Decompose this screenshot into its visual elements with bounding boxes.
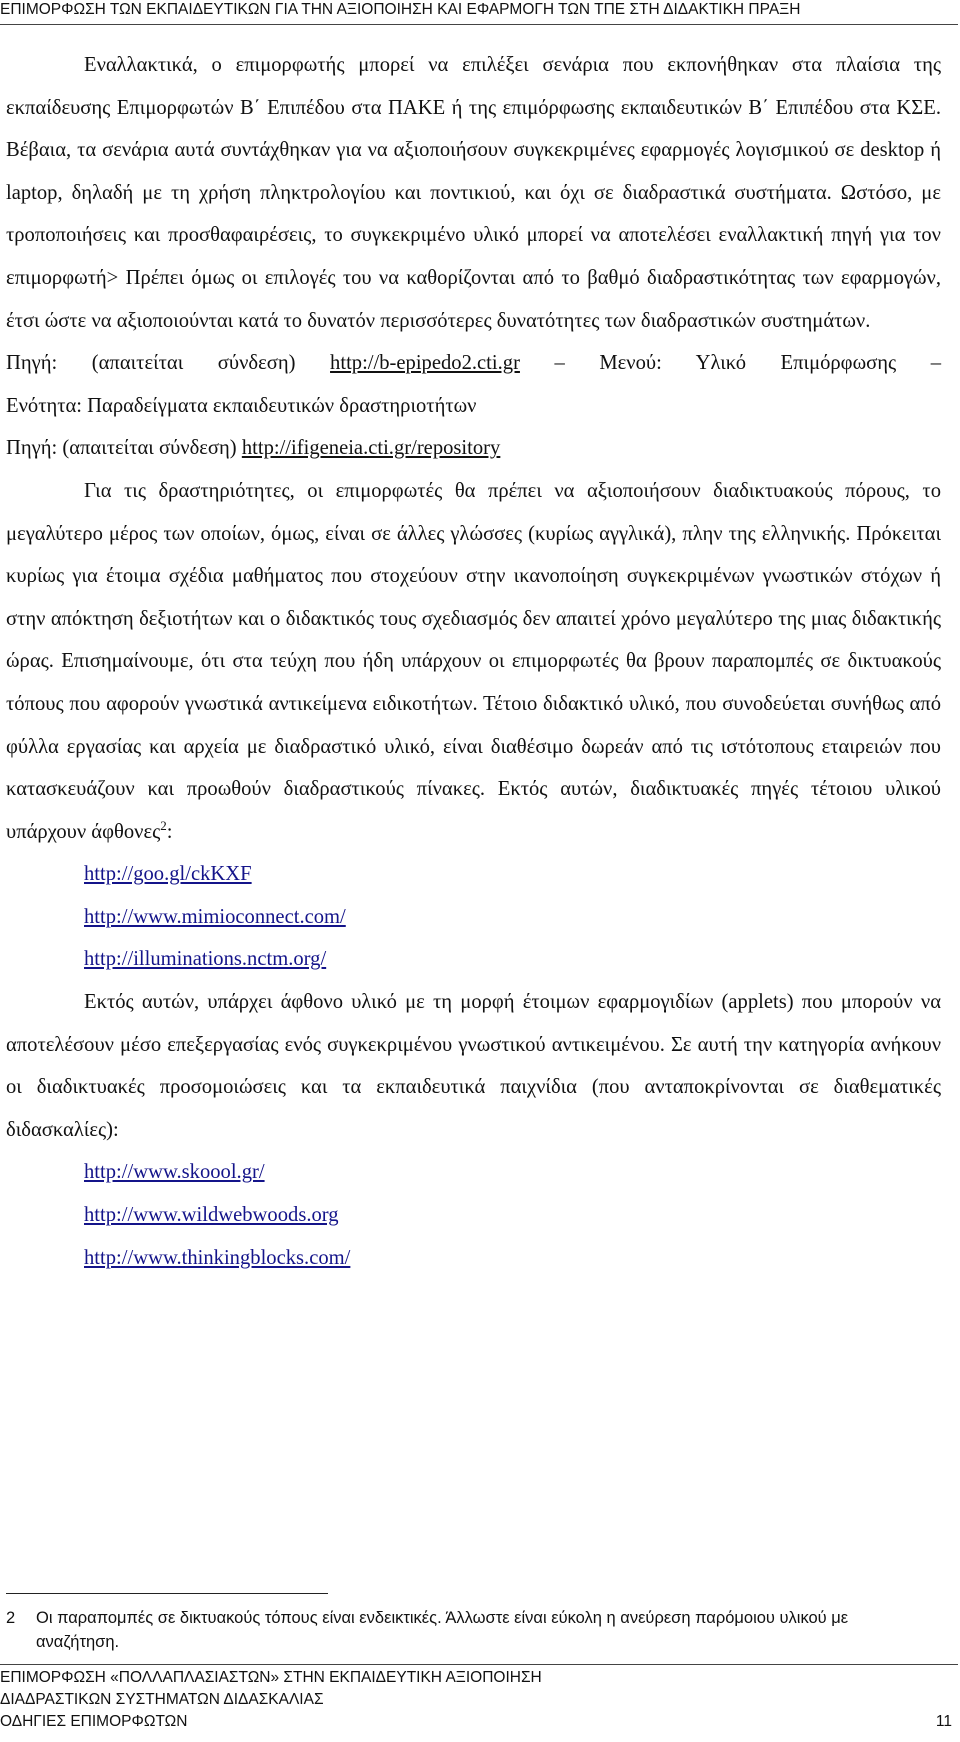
- body-text: [6, 44, 941, 1279]
- header-title: ΕΠΙΜΟΡΦΩΣΗ ΤΩΝ ΕΚΠΑΙΔΕΥΤΙΚΩΝ ΓΙΑ ΤΗΝ ΑΞΙΟΠΟΙΗΣΗ ΚΑΙ ΕΦΑΡΜΟΓΗ ΤΩΝ ΤΠΕ ΣΤΗ ΔΙΔΑΚΤΙΚΗ ΠΡΑΞΗ: [0, 1, 801, 18]
- link-mimioconnect[interactable]: http://www.mimioconnect.com/: [84, 905, 346, 928]
- paragraph-2: [6, 470, 941, 853]
- source-2-line: [6, 427, 941, 470]
- source-1-prefix: Πηγή: (απαιτείται σύνδεση): [6, 352, 296, 375]
- source-2-link[interactable]: http://ifigeneia.cti.gr/repository: [241, 437, 501, 460]
- paragraph-3: Εκτός αυτών, υπάρχει άφθονο υλικό με τη μορφή έτοιμων εφαρμογιδίων (applets) που μπορούν να αποτελέσουν μέσο επεξεργασίας ενός συγκεκριμένου γνωστικού αντικειμένου. Σε αυτή την κατηγορία ανήκουν οι διαδικτυακές προσομοιώσεις και τα εκπαιδευτικά παιχνίδια (που ανταποκρίνονται σε διαθεματικές διδασκαλίες):: [6, 991, 941, 1141]
- footnote-separator: [6, 1593, 328, 1594]
- link-illuminations[interactable]: http://illuminations.nctm.org/: [84, 948, 327, 971]
- running-footer: [0, 1664, 958, 1733]
- footer-line-1: ΕΠΙΜΟΡΦΩΣΗ «ΠΟΛΛΑΠΛΑΣΙΑΣΤΩΝ» ΣΤΗΝ ΕΚΠΑΙΔΕΥΤΙΚΗ ΑΞΙΟΠΟΙΗΣΗ: [0, 1669, 542, 1686]
- link-goo-gl[interactable]: http://goo.gl/ckKXF: [84, 863, 252, 886]
- footer-line-3: [0, 1711, 958, 1733]
- link-line: [6, 938, 941, 981]
- link-line: [6, 1151, 941, 1194]
- paragraph-1: Εναλλακτικά, ο επιμορφωτής μπορεί να επιλέξει σενάρια που εκπονήθηκαν στα πλαίσια της εκπαίδευσης Επιμορφωτών Β΄ Επιπέδου στα ΠΑΚΕ ή της επιμόρφωσης εκπαιδευτικών Β΄ Επιπέδου στα ΚΣΕ. Βέβαια, τα σενάρια αυτά συντάχθηκαν για να αξιοποιήσουν συγκεκριμένες εφαρμογές λογισμικού σε desktop ή laptop, δηλαδή με τη χρήση πληκτρολογίου και ποντικιού, και όχι σε διαδραστικά συστήματα. Ωστόσο, με τροποποιήσεις και προσθαφαιρέσεις, το συγκεκριμένο υλικό μπορεί να αποτελέσει εναλλακτική πηγή για τον επιμορφωτή> Πρέπει όμως οι επιλογές του να καθορίζονται από το βαθμό διαδραστικότητας των εφαρμογών, έτσι ώστε να αξιοποιούνται κατά το δυνατόν περισσότερες δυνατότητες των διαδραστικών συστημάτων.: [6, 54, 941, 332]
- source-2-prefix: Πηγή: (απαιτείται σύνδεση): [6, 437, 237, 460]
- footnote-text: Οι παραπομπές σε δικτυακούς τόπους είναι ενδεικτικές. Άλλωστε είναι εύκολη η ανεύρεση παρόμοιου υλικού με αναζήτηση.: [36, 1609, 849, 1651]
- link-line: [6, 896, 941, 939]
- source-1-line-2: Ενότητα: Παραδείγματα εκπαιδευτικών δραστηριοτήτων: [6, 394, 477, 417]
- link-thinkingblocks[interactable]: http://www.thinkingblocks.com/: [84, 1246, 351, 1269]
- link-line: [6, 853, 941, 896]
- source-1-line-1: [6, 342, 941, 385]
- link-line: [6, 1194, 941, 1237]
- source-1-link[interactable]: http://b-epipedo2.cti.gr: [330, 352, 520, 375]
- footer-doc-label: ΟΔΗΓΙΕΣ ΕΠΙΜΟΡΦΩΤΩΝ: [0, 1713, 188, 1730]
- source-1-suffix: – Μενού: Υλικό Επιμόρφωσης –: [554, 352, 941, 375]
- running-header: [0, 0, 958, 25]
- footnote-number: 2: [6, 1609, 16, 1627]
- link-line: [6, 1237, 941, 1280]
- footnote: [6, 1606, 926, 1654]
- link-skoool[interactable]: http://www.skoool.gr/: [84, 1161, 265, 1184]
- paragraph-2-text: Για τις δραστηριότητες, οι επιμορφωτές θα πρέπει να αξιοποιήσουν διαδικτυακούς πόρους, το μεγαλύτερο μέρος των οποίων, όμως, είναι σε άλλες γλώσσες (κυρίως αγγλικά), πλην της ελληνικής. Πρόκειται κυρίως για έτοιμα σχέδια μαθήματος που στοχεύουν στην ικανοποίηση συγκεκριμένων γνωστικών στόχων ή στην απόκτηση δεξιοτήτων και ο διδακτικός τους σχεδιασμός δεν απαιτεί χρόνο μεγαλύτερο της μιας διδακτικής ώρας. Επισημαίνουμε, ότι στα τεύχη που ήδη υπάρχουν οι επιμορφωτές θα βρουν παραπομπές σε δικτυακούς τόπους που αφορούν γνωστικά αντικείμενα ειδικοτήτων. Τέτοιο διδακτικό υλικό, που συνοδεύεται συνήθως από φύλλα εργασίας και αρχεία με διαδραστικό υλικό, είναι διαθέσιμο δωρεάν από τις ιστότοπους εταιρειών που κατασκευάζουν και προωθούν διαδραστικούς πίνακες. Εκτός αυτών, διαδικτυακές πηγές τέτοιου υλικού υπάρχουν άφθονες: [6, 479, 941, 843]
- link-wildwebwoods[interactable]: http://www.wildwebwoods.org: [84, 1204, 339, 1227]
- page-number: 11: [935, 1713, 952, 1730]
- footer-line-2: ΔΙΑΔΡΑΣΤΙΚΩΝ ΣΥΣΤΗΜΑΤΩΝ ΔΙΔΑΣΚΑΛΙΑΣ: [0, 1691, 324, 1708]
- footnote-ref[interactable]: 2: [160, 817, 167, 833]
- paragraph-2-end: :: [166, 820, 173, 843]
